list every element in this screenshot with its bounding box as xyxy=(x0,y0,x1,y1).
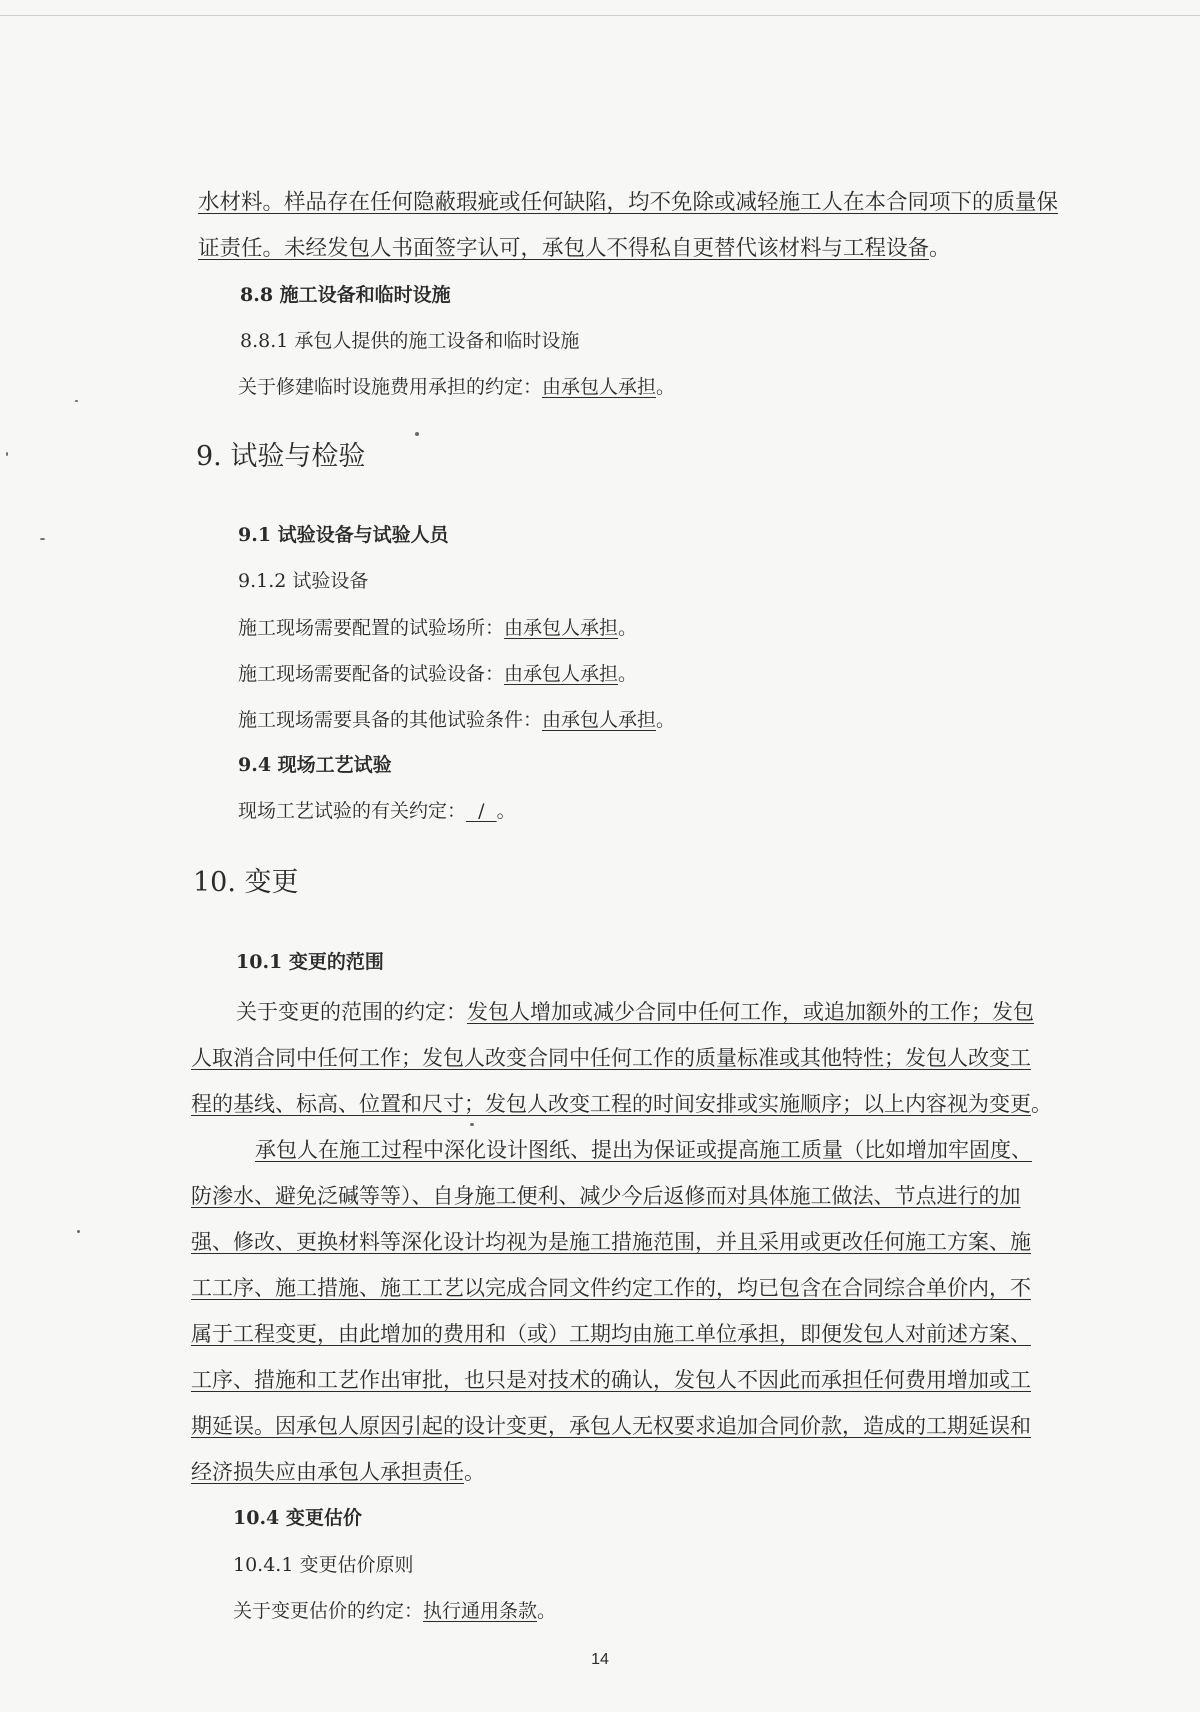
clause-text-line: 证责任。未经发包人书面签字认可，承包人不得私自更替代该材料与工程设备。 xyxy=(198,236,951,261)
clause-line: 关于修建临时设施费用承担的约定：由承包人承担。 xyxy=(238,376,676,398)
section-heading-9-4: 9.4 现场工艺试验 xyxy=(238,754,392,776)
clause-text-line: 经济损失应由承包人承担责任。 xyxy=(191,1460,485,1484)
scan-speck xyxy=(77,1230,80,1233)
subsection-heading-9-1-2: 9.1.2 试验设备 xyxy=(238,570,369,592)
section-heading-8-8: 8.8 施工设备和临时设施 xyxy=(240,284,451,306)
page-number: 14 xyxy=(591,1651,609,1668)
clause-line: 现场工艺试验的有关约定： / 。 xyxy=(238,800,516,822)
chapter-heading-10: 10. 变更 xyxy=(193,867,299,898)
scan-speck xyxy=(75,400,78,402)
clause-text-line: 人取消合同中任何工作；发包人改变合同中任何工作的质量标准或其他特性；发包人改变工 xyxy=(191,1046,1031,1070)
clause-text-line: 防渗水、避免泛碱等等）、自身施工便利、减少今后返修而对具体施工做法、节点进行的加 xyxy=(191,1184,1021,1208)
clause-text-line: 属于工程变更，由此增加的费用和（或）工期均由施工单位承担，即便发包人对前述方案、 xyxy=(191,1322,1031,1346)
clause-text-line: 承包人在施工过程中深化设计图纸、提出为保证或提高施工质量（比如增加牢固度、 xyxy=(255,1138,1032,1162)
subsection-heading-10-4-1: 10.4.1 变更估价原则 xyxy=(233,1554,414,1576)
clause-text-line: 期延误。因承包人原因引起的设计变更，承包人无权要求追加合同价款，造成的工期延误和 xyxy=(191,1414,1031,1438)
clause-text-line: 工工序、施工措施、施工工艺以完成合同文件约定工作的，均已包含在合同综合单价内，不 xyxy=(191,1276,1031,1300)
clause-text-line: 水材料。样品存在任何隐蔽瑕疵或任何缺陷，均不免除或减轻施工人在本合同项下的质量保 xyxy=(198,190,1059,215)
clause-text-line: 程的基线、标高、位置和尺寸；发包人改变工程的时间安排或实施顺序；以上内容视为变更。 xyxy=(191,1092,1052,1116)
scan-speck xyxy=(415,432,419,436)
scan-speck xyxy=(470,1123,474,1126)
section-heading-10-4: 10.4 变更估价 xyxy=(233,1507,362,1529)
section-heading-9-1: 9.1 试验设备与试验人员 xyxy=(238,524,449,546)
clause-text-line: 强、修改、更换材料等深化设计均视为是施工措施范围，并且采用或更改任何施工方案、施 xyxy=(191,1230,1031,1254)
chapter-heading-9: 9. 试验与检验 xyxy=(196,441,366,472)
clause-line: 施工现场需要配备的试验设备：由承包人承担。 xyxy=(238,663,638,685)
clause-text-line: 工序、措施和工艺作出审批，也只是对技术的确认，发包人不因此而承担任何费用增加或工 xyxy=(191,1368,1031,1392)
scan-speck xyxy=(6,452,8,456)
clause-line: 施工现场需要配置的试验场所：由承包人承担。 xyxy=(238,617,638,639)
clause-line: 关于变更的范围的约定：发包人增加或减少合同中任何工作，或追加额外的工作；发包 xyxy=(236,1000,1034,1024)
subsection-heading-8-8-1: 8.8.1 承包人提供的施工设备和临时设施 xyxy=(240,330,580,352)
clause-line: 关于变更估价的约定：执行通用条款。 xyxy=(233,1600,557,1622)
section-heading-10-1: 10.1 变更的范围 xyxy=(236,951,384,973)
top-rule xyxy=(0,15,1200,16)
clause-line: 施工现场需要具备的其他试验条件：由承包人承担。 xyxy=(238,709,676,731)
scan-speck xyxy=(40,538,45,540)
